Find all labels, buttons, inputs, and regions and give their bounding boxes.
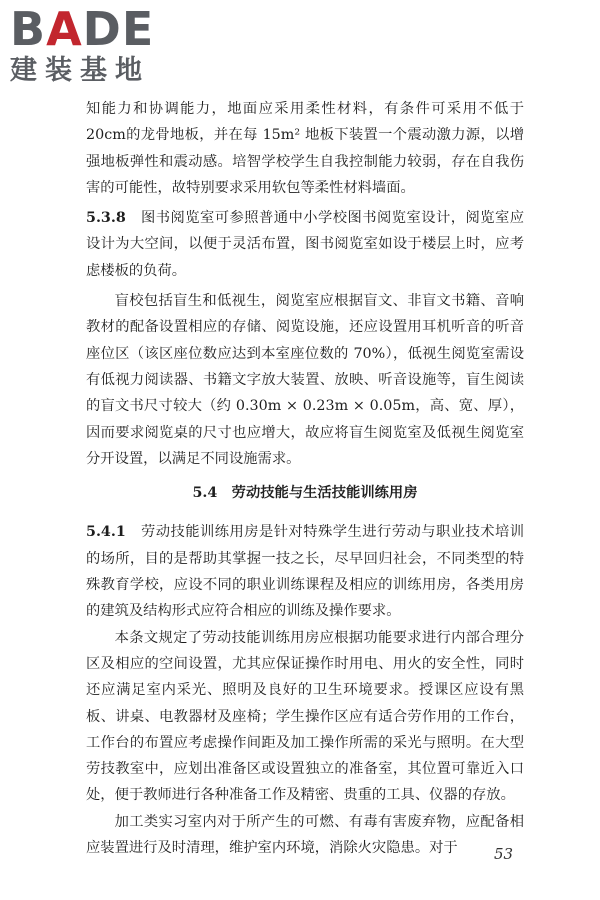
section-heading: 5.4 劳动技能与生活技能训练用房 (192, 485, 418, 502)
paragraph-6: 加工类实习室内对于所产生的可燃、有毒有害废弃物，应配备相应装置进行及时清理，维护室内环境，消除火灾隐患。对于 (86, 813, 524, 857)
page-body (86, 96, 524, 861)
clause-number: 5.3.8 (86, 210, 126, 227)
logo-a-letter: A (46, 2, 83, 56)
paragraph-5: 本条文规定了劳动技能训练用房应根据功能要求进行内部合理分区及相应的空间设置，尤其应保证操作时用电、用火的安全性，同时还应满足室内采光、照明及良好的卫生环境要求。授课区应设有黑板、讲桌、电教器材及座椅；学生操作区应有适合劳作用的工作台，工作台的布置应考虑操作间距及加工操作所需的采光与照明。在大型劳技教室中，应划出准备区或设置独立的准备室，其位置可靠近入口处，便于教师进行各种准备工作及精密、贵重的工具、仪器的存放。 (86, 629, 524, 804)
paragraph-3: 盲校包括盲生和低视生，阅览室应根据盲文、非盲文书籍、音响教材的配备设置相应的存储、阅览设施，还应设置用耳机听音的听音座位区（该区座位数应达到本室座位数的 70%），低视生阅览室需设有低视力阅读器、书籍文字放大装置、放映、听音设施等，盲生阅读的盲文书尺寸较大（约 0.30m × 0.23m × 0.05m，高、宽、厚），因而要求阅览桌的尺寸也应增大，故应将盲生阅览室及低视生阅览室分开设置，以满足不同设施需求。 (86, 293, 524, 467)
paragraph-1: 知能力和协调能力，地面应采用柔性材料，有条件可采用不低于20cm的龙骨地板，并在每 15m² 地板下装置一个震动激力源，以增强地板弹性和震动感。培智学校学生自我控制能力较弱，存在自我伤害的可能性，故特别要求采用软包等柔性材料墙面。 (86, 101, 524, 196)
bade-logo (10, 4, 170, 96)
logo-subtitle: 建装基地 (10, 55, 150, 86)
clause-5-3-8 (86, 205, 524, 284)
clause-number: 5.4.1 (86, 524, 126, 541)
page-number: 53 (494, 845, 514, 863)
clause-text: 图书阅览室可参照普通中小学校图书阅览室设计，阅览室应设计为大空间，以便于灵活布置，图书阅览室如设于楼层上时，应考虑楼板的负荷。 (86, 210, 525, 279)
clause-5-4-1 (86, 519, 524, 624)
clause-text: 劳动技能训练用房是针对特殊学生进行劳动与职业技术培训的场所，目的是帮助其掌握一技之长，尽早回归社会，不同类型的特殊教育学校，应设不同的职业训练课程及相应的训练用房，各类用房的建筑及结构形式应符合相应的训练及操作要求。 (86, 524, 525, 620)
logo-wordmark: BADE (10, 2, 155, 56)
